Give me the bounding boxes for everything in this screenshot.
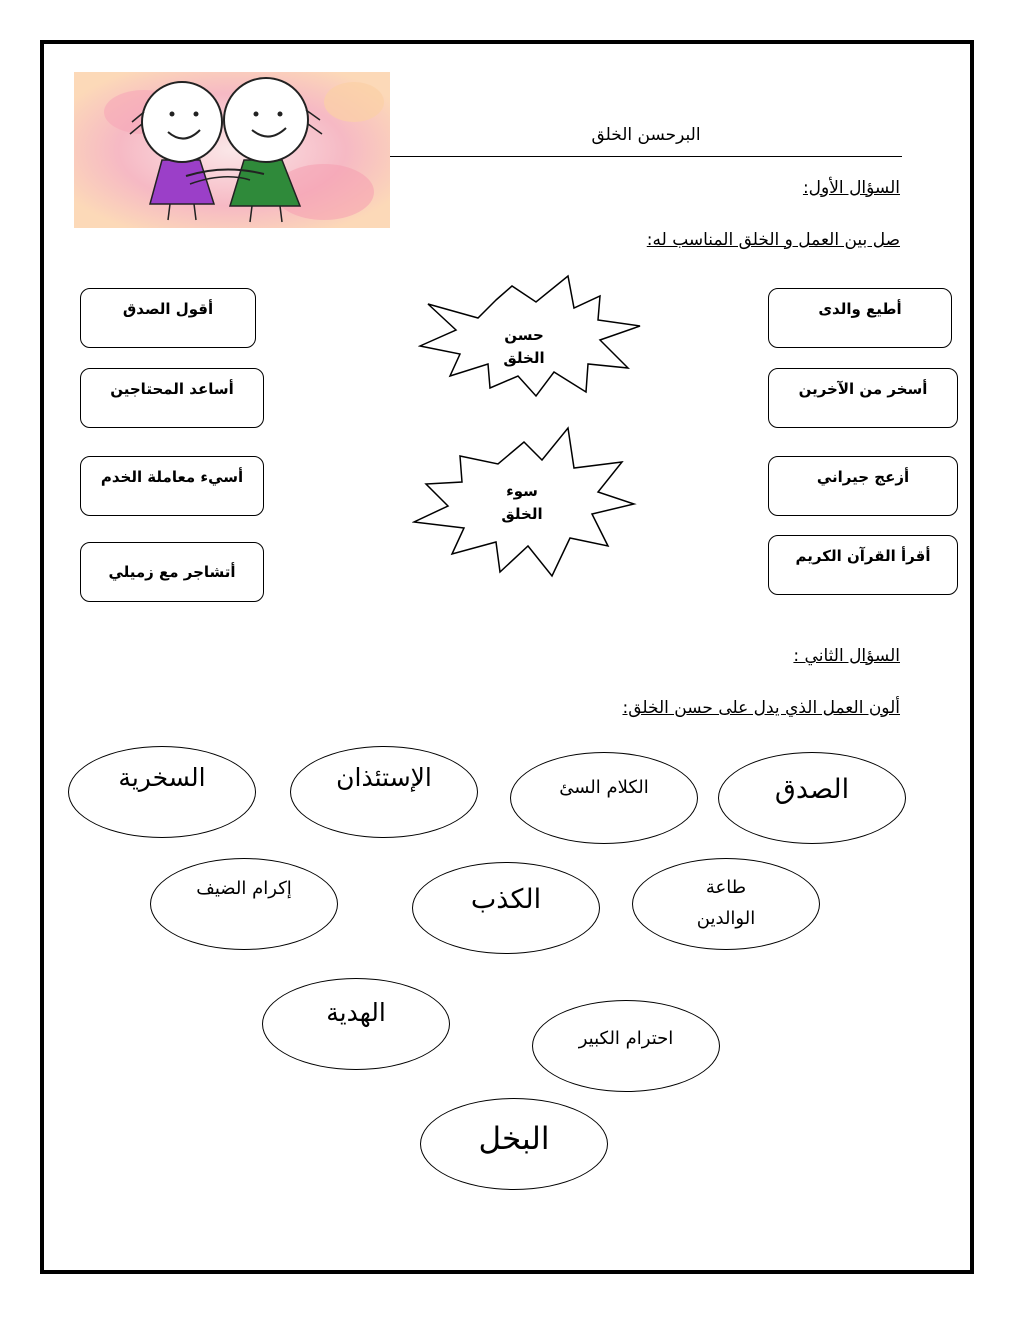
action-label: أقول الصدق [122, 300, 214, 318]
oval-label: طاعة [705, 877, 747, 899]
good-character-label [494, 324, 554, 371]
oval-gift[interactable] [262, 978, 450, 1070]
category-line: سوء [506, 482, 538, 500]
action-box-mistreat-servants[interactable] [80, 456, 264, 516]
category-line: الخلق [501, 505, 543, 524]
action-label: أتشاجر مع زميلي [108, 563, 236, 581]
oval-label: الهدية [326, 998, 386, 1028]
oval-lying[interactable] [412, 862, 600, 954]
oval-obey-parents[interactable] [632, 858, 820, 950]
oval-label: السخرية [118, 763, 206, 793]
oval-bad-speech[interactable] [510, 752, 698, 844]
question-1-heading: السؤال الأول: [802, 178, 900, 198]
action-box-obey-parents[interactable] [768, 288, 952, 348]
action-label: أساعد المحتاجين [110, 380, 234, 398]
oval-label: إكرام الضيف [196, 877, 292, 899]
oval-label: احترام الكبير [578, 1027, 674, 1049]
good-character-star[interactable] [418, 272, 644, 400]
action-box-mock-others[interactable] [768, 368, 958, 428]
action-box-read-quran[interactable] [768, 535, 958, 595]
oval-sarcasm[interactable] [68, 746, 256, 838]
action-label: أزعج جيراني [816, 468, 910, 486]
oval-respect-elders[interactable] [532, 1000, 720, 1092]
action-label: أقرأ القرآن الكريم [795, 547, 931, 565]
action-label: أسيء معاملة الخدم [100, 468, 244, 486]
oval-honesty[interactable] [718, 752, 906, 844]
two-girls-hugging-icon [74, 72, 390, 228]
action-box-tell-truth[interactable] [80, 288, 256, 348]
category-line: الخلق [503, 349, 545, 368]
category-line: حسن [504, 326, 544, 344]
action-label: أسخر من الآخرين [798, 380, 928, 398]
oval-label: الصدق [774, 773, 850, 805]
question-2-heading: السؤال الثاني : [793, 646, 900, 666]
question-2-instruction: ألون العمل الذي يدل على حسن الخلق: [622, 698, 900, 718]
bad-character-star[interactable] [412, 426, 638, 578]
action-box-disturb-neighbors[interactable] [768, 456, 958, 516]
oval-honoring-guest[interactable] [150, 858, 338, 950]
oval-label: الكذب [470, 883, 542, 915]
oval-label: الكلام السئ [559, 776, 649, 798]
oval-label: الإستئذان [336, 763, 432, 793]
oval-asking-permission[interactable] [290, 746, 478, 838]
oval-stinginess[interactable] [420, 1098, 608, 1190]
action-box-quarrel-classmate[interactable] [80, 542, 264, 602]
girls-illustration [74, 72, 390, 228]
action-box-help-needy[interactable] [80, 368, 264, 428]
worksheet-title: البرحسن الخلق [390, 122, 902, 157]
oval-label: الوالدين [696, 908, 756, 929]
question-1-instruction: صل بين العمل و الخلق المناسب له: [646, 230, 900, 250]
oval-label: البخل [478, 1120, 550, 1157]
action-label: أطيع والدى [818, 300, 902, 318]
bad-character-label [492, 480, 552, 527]
